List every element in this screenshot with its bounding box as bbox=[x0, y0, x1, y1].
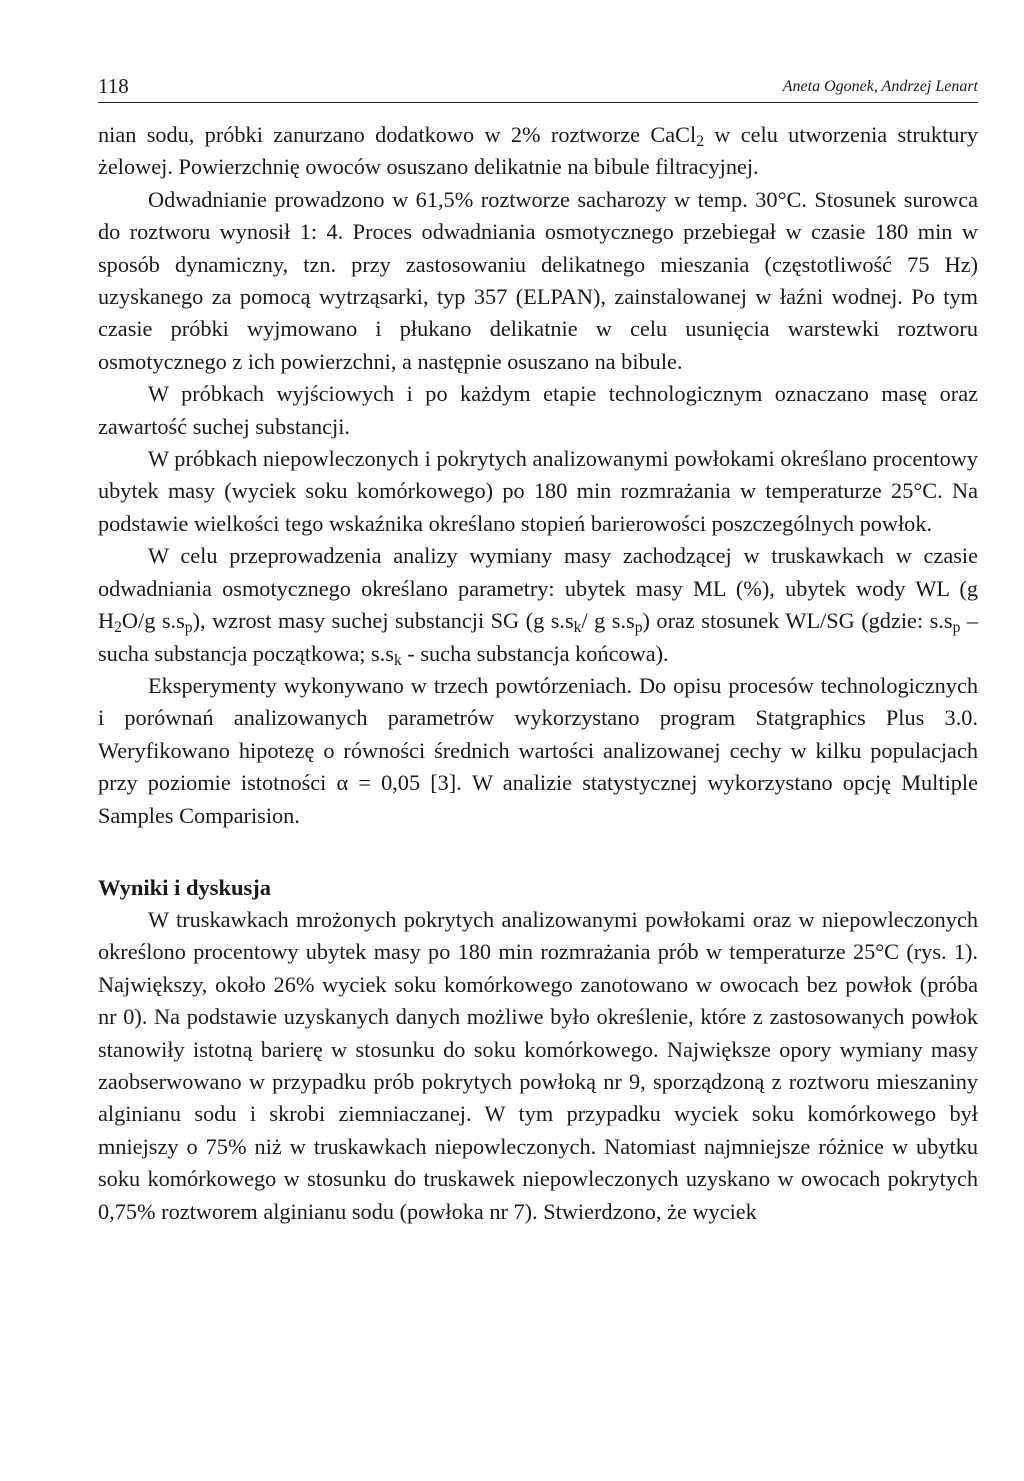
text-fragment: – sucha substancja początkowa; s.s bbox=[98, 608, 979, 666]
text-fragment: ) oraz stosunek WL/SG (gdzie: s.s bbox=[642, 608, 953, 634]
paragraph-mass-measurement: W próbkach wyjściowych i po każdym etapie technologicznym oznaczano masę oraz zawartość suchej substancji. bbox=[98, 381, 978, 439]
subscript: k bbox=[573, 618, 582, 636]
running-head-authors: Aneta Ogonek, Andrzej Lenart bbox=[782, 78, 978, 95]
subscript: k bbox=[393, 651, 402, 669]
page-number: 118 bbox=[98, 74, 129, 98]
text-fragment: W celu przeprowadzenia analizy wymiany masy zachodzącej w truskawkach w czasie odwadniania osmotycznego określano parametry: ubytek masy ML (%), ubytek wody WL (g H bbox=[98, 543, 978, 634]
subscript: p bbox=[184, 618, 193, 636]
text-fragment: - sucha substancja końcowa). bbox=[401, 640, 669, 666]
paragraph-results: W truskawkach mrożonych pokrytych analizowanymi powłokami oraz w niepowleczonych określono procentowy ubytek masy po 180 min rozmrażania prób w temperaturze 25°C (rys. 1). Największy, około 26% wyciek soku komórkowego zanotowano w owocach bez powłok (próba nr 0). Na podstawie uzyskanych danych możliwe było określenie, które z zastosowanych powłok stanowiły istotną barierę w stosunku do soku komórkowego. Największe opory wymiany masy zaobserwowano w przypadku prób pokrytych powłoką nr 9, sporządzoną z roztworu mieszaniny alginianu sodu i skrobi ziemniaczanej. W tym przypadku wyciek soku komórkowego był mniejszy o 75% niż w truskawkach niepowleczonych. Natomiast najmniejsze różnice w ubytku soku komórkowego w stosunku do truskawek niepowleczonych uzyskano w owocach pokrytych 0,75% roztworem alginianu sodu (powłoka nr 7). Stwierdzono, że wyciek bbox=[98, 906, 978, 1224]
page bbox=[98, 72, 978, 1228]
running-header bbox=[98, 72, 978, 103]
subscript: p bbox=[952, 618, 961, 636]
text-fragment: O/g s.s bbox=[121, 608, 185, 634]
subscript: 2 bbox=[696, 132, 704, 150]
paragraph-dehydration: Odwadnianie prowadzono w 61,5% roztworze sacharozy w temp. 30°C. Stosunek surowca do roztworu wynosił 1: 4. Proces odwadniania osmotycznego przebiegał w czasie 180 min w sposób dynamiczny, tzn. przy zastosowaniu delikatnego mieszania (częstotliwość 75 Hz) uzyskanego za pomocą wytrząsarki, typ 357 (ELPAN), zainstalowanej w łaźni wodnej. Po tym czasie próbki wyjmowano i płukano delikatnie w celu usunięcia warstewki roztworu osmotycznego z ich powierzchni, a następnie osuszano na bibule. bbox=[98, 186, 978, 374]
methods-text bbox=[98, 119, 978, 1228]
text-fragment: / g s.s bbox=[581, 608, 635, 634]
paragraph-continuation bbox=[98, 119, 978, 184]
section-heading: Wyniki i dyskusja bbox=[98, 874, 271, 900]
paragraph-thawing-loss: W próbkach niepowleczonych i pokrytych analizowanymi powłokami określano procentowy ubytek masy (wyciek soku komórkowego) po 180 min rozmrażania w temperaturze 25°C. Na podstawie wielkości tego wskaźnika określano stopień barierowości poszczególnych powłok. bbox=[98, 446, 978, 536]
subscript: p bbox=[634, 618, 643, 636]
text-fragment: ), wzrost masy suchej substancji SG (g s.s bbox=[192, 608, 574, 634]
subscript: 2 bbox=[114, 618, 122, 636]
text-fragment: w celu utworzenia struktury żelowej. Powierzchnię owoców osuszano delikatnie na bibule filtracyjnej. bbox=[98, 122, 978, 180]
paragraph-statistics: Eksperymenty wykonywano w trzech powtórzeniach. Do opisu procesów technologicznych i porównań analizowanych parametrów wykorzystano program Statgraphics Plus 3.0. Weryfikowano hipotezę o równości średnich wartości analizowanej cechy w kilku populacjach przy poziomie istotności α = 0,05 [3]. W analizie statystycznej wykorzystano opcję Multiple Samples Comparision. bbox=[98, 672, 978, 828]
text-fragment: nian sodu, próbki zanurzano dodatkowo w 2% roztworze CaCl bbox=[98, 122, 697, 147]
paragraph-mass-exchange bbox=[98, 540, 978, 670]
